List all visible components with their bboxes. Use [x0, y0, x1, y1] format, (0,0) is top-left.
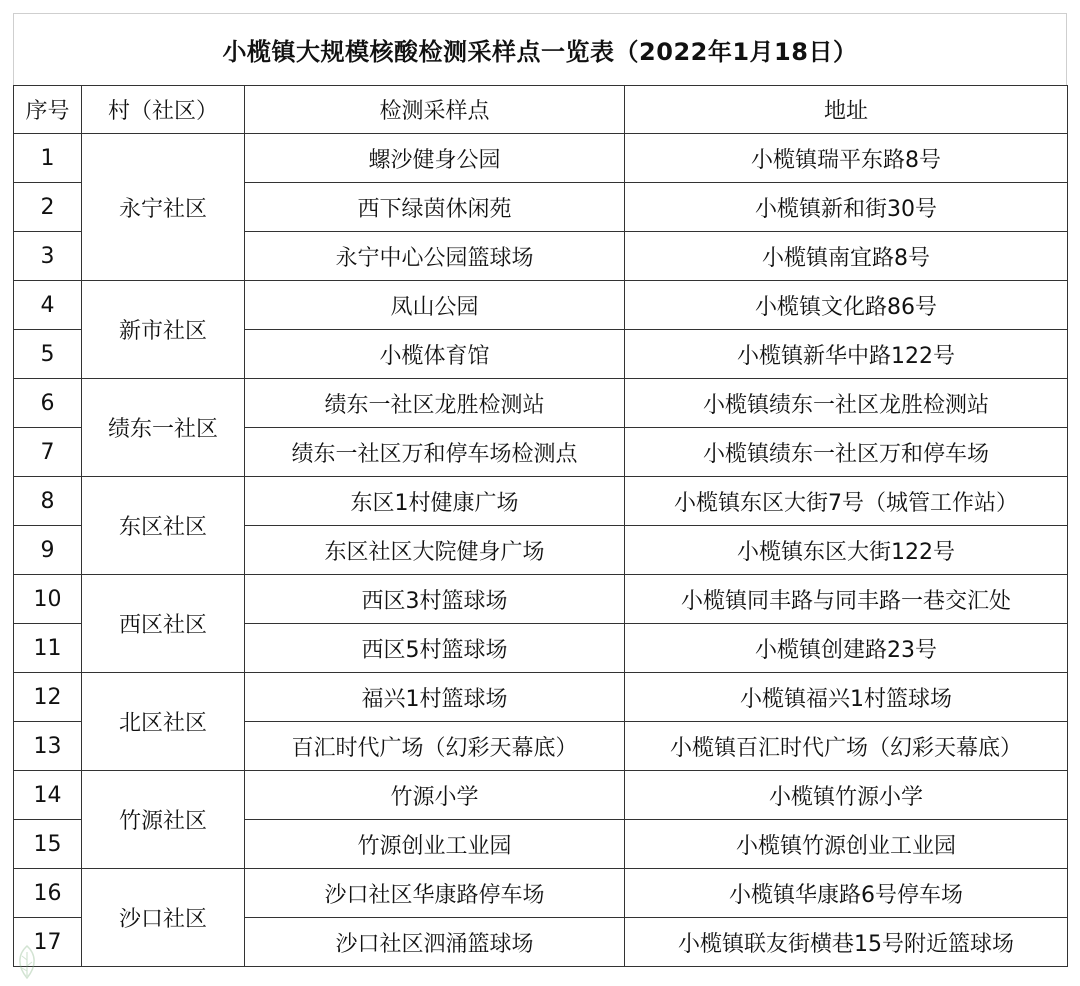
cell-no: 7 [14, 428, 82, 477]
cell-no: 2 [14, 183, 82, 232]
table-row [14, 134, 1068, 183]
cell-address: 小榄镇南宜路8号 [625, 232, 1068, 281]
cell-no: 17 [14, 918, 82, 967]
header-site: 检测采样点 [245, 86, 625, 134]
cell-site: 东区社区大院健身广场 [245, 526, 625, 575]
cell-address: 小榄镇东区大街7号（城管工作站） [625, 477, 1068, 526]
cell-site: 福兴1村篮球场 [245, 673, 625, 722]
cell-site: 西区5村篮球场 [245, 624, 625, 673]
table-row [14, 575, 1068, 624]
table-row [14, 281, 1068, 330]
cell-no: 15 [14, 820, 82, 869]
cell-site: 百汇时代广场（幻彩天幕底） [245, 722, 625, 771]
cell-no: 14 [14, 771, 82, 820]
cell-no: 3 [14, 232, 82, 281]
cell-site: 东区1村健康广场 [245, 477, 625, 526]
cell-site: 永宁中心公园篮球场 [245, 232, 625, 281]
table-title-text: 小榄镇大规模核酸检测采样点一览表（2022年1月18日） [222, 38, 858, 66]
cell-address: 小榄镇福兴1村篮球场 [625, 673, 1068, 722]
cell-site: 螺沙健身公园 [245, 134, 625, 183]
cell-no: 10 [14, 575, 82, 624]
cell-address: 小榄镇竹源创业工业园 [625, 820, 1068, 869]
table-row [14, 379, 1068, 428]
cell-site: 西下绿茵休闲苑 [245, 183, 625, 232]
cell-village: 西区社区 [82, 575, 245, 673]
table-row [14, 771, 1068, 820]
cell-address: 小榄镇东区大街122号 [625, 526, 1068, 575]
cell-site: 小榄体育馆 [245, 330, 625, 379]
cell-village: 竹源社区 [82, 771, 245, 869]
table-header-row [14, 86, 1068, 134]
cell-site: 沙口社区泗涌篮球场 [245, 918, 625, 967]
cell-address: 小榄镇绩东一社区龙胜检测站 [625, 379, 1068, 428]
cell-village: 沙口社区 [82, 869, 245, 967]
sampling-sites-table [13, 85, 1068, 967]
cell-village: 绩东一社区 [82, 379, 245, 477]
cell-no: 11 [14, 624, 82, 673]
cell-no: 4 [14, 281, 82, 330]
cell-site: 绩东一社区龙胜检测站 [245, 379, 625, 428]
cell-no: 16 [14, 869, 82, 918]
header-address: 地址 [625, 86, 1068, 134]
cell-address: 小榄镇新和街30号 [625, 183, 1068, 232]
cell-no: 13 [14, 722, 82, 771]
cell-address: 小榄镇竹源小学 [625, 771, 1068, 820]
cell-village: 东区社区 [82, 477, 245, 575]
cell-site: 沙口社区华康路停车场 [245, 869, 625, 918]
sheet [13, 13, 1067, 967]
cell-no: 12 [14, 673, 82, 722]
cell-village: 新市社区 [82, 281, 245, 379]
cell-site: 绩东一社区万和停车场检测点 [245, 428, 625, 477]
table-row [14, 869, 1068, 918]
cell-village: 永宁社区 [82, 134, 245, 281]
table-row [14, 477, 1068, 526]
cell-no: 9 [14, 526, 82, 575]
cell-address: 小榄镇联友街横巷15号附近篮球场 [625, 918, 1068, 967]
cell-village: 北区社区 [82, 673, 245, 771]
table-body [14, 134, 1068, 967]
cell-address: 小榄镇同丰路与同丰路一巷交汇处 [625, 575, 1068, 624]
cell-site: 凤山公园 [245, 281, 625, 330]
cell-address: 小榄镇绩东一社区万和停车场 [625, 428, 1068, 477]
cell-address: 小榄镇新华中路122号 [625, 330, 1068, 379]
cell-no: 6 [14, 379, 82, 428]
cell-address: 小榄镇文化路86号 [625, 281, 1068, 330]
table-row [14, 673, 1068, 722]
cell-no: 5 [14, 330, 82, 379]
cell-site: 西区3村篮球场 [245, 575, 625, 624]
cell-no: 8 [14, 477, 82, 526]
header-village: 村（社区） [82, 86, 245, 134]
cell-site: 竹源创业工业园 [245, 820, 625, 869]
header-no: 序号 [14, 86, 82, 134]
cell-address: 小榄镇华康路6号停车场 [625, 869, 1068, 918]
cell-address: 小榄镇瑞平东路8号 [625, 134, 1068, 183]
cell-address: 小榄镇创建路23号 [625, 624, 1068, 673]
cell-site: 竹源小学 [245, 771, 625, 820]
cell-no: 1 [14, 134, 82, 183]
leaf-watermark-icon [14, 944, 40, 980]
table-title [13, 13, 1067, 85]
cell-address: 小榄镇百汇时代广场（幻彩天幕底） [625, 722, 1068, 771]
